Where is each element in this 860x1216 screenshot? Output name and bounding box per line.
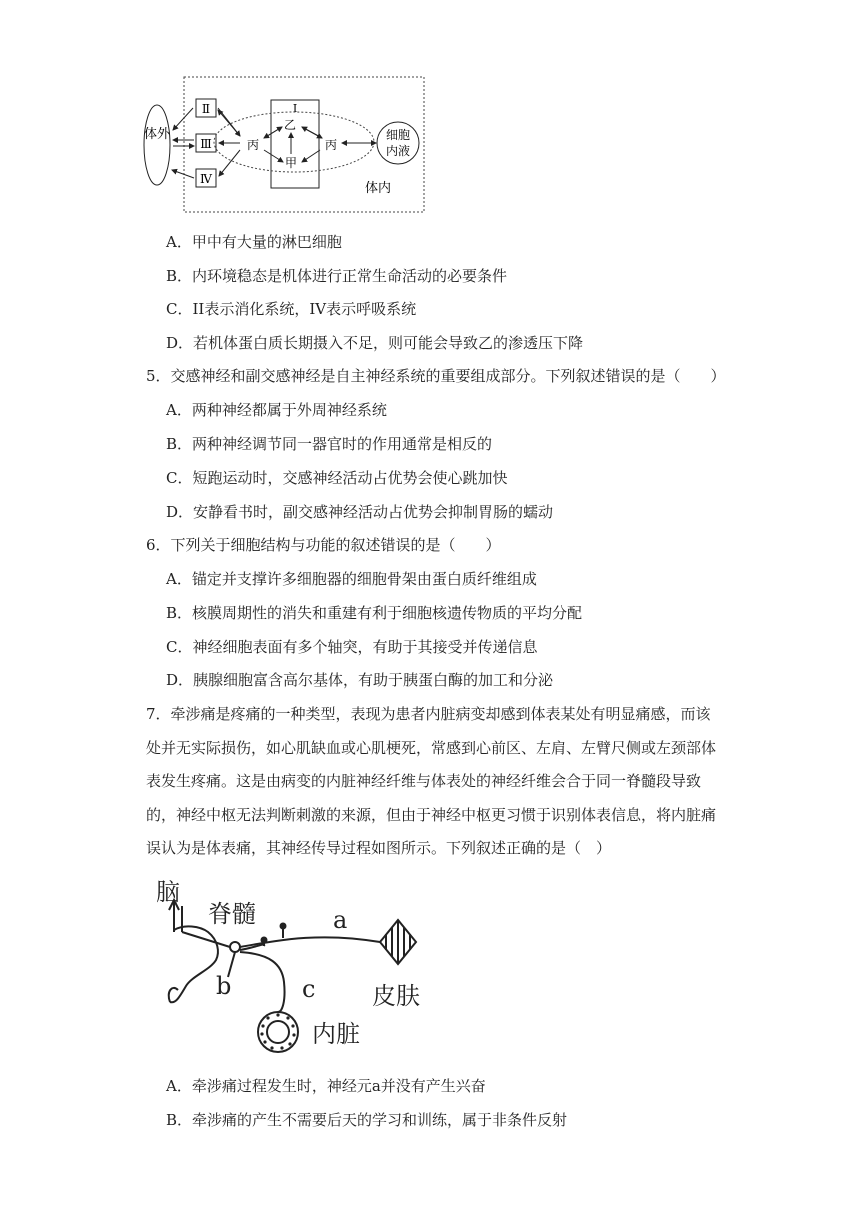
inside-label: 体内 bbox=[364, 181, 392, 196]
neuron-a-label: a bbox=[333, 906, 348, 934]
outside-label: 体外 bbox=[143, 127, 171, 142]
q6-option-d: D．胰腺细胞富含高尔基体，有助于胰蛋白酶的加工和分泌 bbox=[166, 671, 554, 689]
q6-stem: 6．下列关于细胞结构与功能的叙述错误的是（ ） bbox=[146, 536, 501, 554]
jia-label: 甲 bbox=[284, 156, 298, 170]
bing-left-label: 丙 bbox=[246, 138, 260, 152]
q6-option-a: A．锚定并支撑许多细胞器的细胞骨架由蛋白质纤维组成 bbox=[166, 570, 537, 588]
q4-option-a: A．甲中有大量的淋巴细胞 bbox=[166, 233, 342, 251]
q6-option-c: C．神经细胞表面有多个轴突，有助于其接受并传递信息 bbox=[166, 638, 538, 656]
cell-fluid-label-1: 细胞 bbox=[385, 128, 411, 142]
organ-label: 内脏 bbox=[312, 1020, 360, 1048]
q4-option-b: B．内环境稳态是机体进行正常生命活动的必要条件 bbox=[166, 267, 508, 285]
neuron-b-label: b bbox=[216, 972, 232, 1000]
outside-ellipse bbox=[144, 105, 170, 185]
q4-option-c: C．II表示消化系统，IV表示呼吸系统 bbox=[166, 300, 417, 318]
q7-option-b: B．牵涉痛的产生不需要后天的学习和训练，属于非条件反射 bbox=[166, 1111, 568, 1129]
q5-option-d: D．安静看书时，副交感神经活动占优势会抑制胃肠的蠕动 bbox=[166, 503, 554, 521]
q5-option-c: C．短跑运动时，交感神经活动占优势会使心跳加快 bbox=[166, 469, 508, 487]
organ-1: Ⅰ bbox=[292, 102, 298, 115]
organ-3: Ⅲ bbox=[200, 137, 212, 151]
q7-stem-line-3: 表发生疼痛。这是由病变的内脏神经纤维与体表处的神经纤维会合于同一脊髓段导致 bbox=[146, 772, 702, 790]
referred-pain-diagram bbox=[150, 872, 440, 1062]
internal-environment-diagram bbox=[140, 70, 440, 220]
q7-stem-line-1: 7．牵涉痛是疼痛的一种类型，表现为患者内脏病变却感到体表某处有明显痛感，而该 bbox=[146, 705, 711, 723]
brain-label: 脑 bbox=[156, 878, 180, 906]
neuron-c-label: c bbox=[302, 975, 316, 1003]
q5-option-a: A．两种神经都属于外周神经系统 bbox=[166, 401, 387, 419]
bing-right-label: 丙 bbox=[324, 138, 338, 152]
q7-stem-line-4: 的，神经中枢无法判断刺激的来源，但由于神经中枢更习惯于识别体表信息，将内脏痛 bbox=[146, 806, 717, 824]
q4-option-d: D．若机体蛋白质长期摄入不足，则可能会导致乙的渗透压下降 bbox=[166, 334, 584, 352]
q7-stem-line-2: 处并无实际损伤，如心肌缺血或心肌梗死，常感到心前区、左肩、左臂尺侧或左颈部体 bbox=[146, 739, 717, 757]
cell-fluid-label-2: 内液 bbox=[385, 144, 411, 158]
spinal-label: 脊髓 bbox=[208, 900, 256, 928]
yi-label: 乙 bbox=[283, 118, 297, 132]
organ-2: Ⅱ bbox=[201, 102, 211, 116]
skin-label: 皮肤 bbox=[372, 982, 420, 1010]
q7-stem-line-5: 误认为是体表痛，其神经传导过程如图所示。下列叙述正确的是（ ） bbox=[146, 839, 612, 857]
organ-4: Ⅳ bbox=[200, 172, 212, 186]
q7-option-a: A．牵涉痛过程发生时，神经元a并没有产生兴奋 bbox=[166, 1077, 486, 1095]
q5-option-b: B．两种神经调节同一器官时的作用通常是相反的 bbox=[166, 435, 493, 453]
q6-option-b: B．核膜周期性的消失和重建有利于细胞核遗传物质的平均分配 bbox=[166, 604, 583, 622]
q5-stem: 5．交感神经和副交感神经是自主神经系统的重要组成部分。下列叙述错误的是（ ） bbox=[146, 367, 726, 385]
